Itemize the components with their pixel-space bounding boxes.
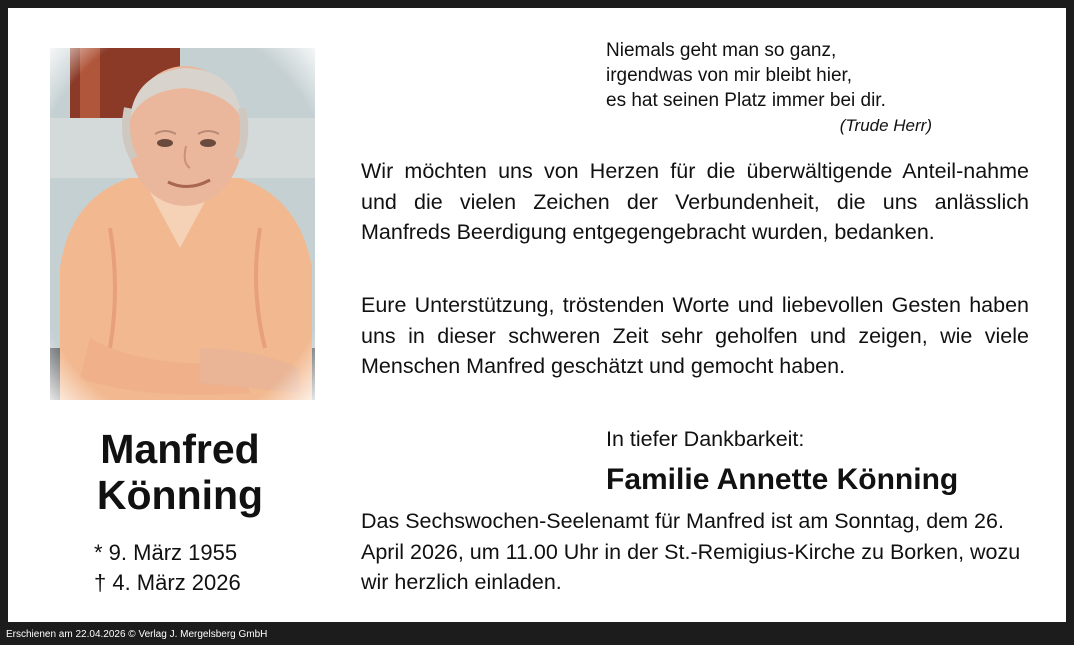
publication-footer: Erschienen am 22.04.2026 © Verlag J. Mergelsberg GmbH <box>6 629 268 640</box>
service-announcement: Das Sechswochen-Seelenamt für Manfred ist am Sonntag, dem 26. April 2026, um 11.00 Uhr in der St.-Remigius-Kirche zu Borken, wozu wir herzlich einladen. <box>361 509 1021 594</box>
life-dates <box>94 538 241 598</box>
poem-line-3: es hat seinen Platz immer bei dir. <box>606 90 886 111</box>
poem-line-1: Niemals geht man so ganz, <box>606 40 837 61</box>
family-signature: Familie Annette Könning <box>606 463 959 496</box>
first-name: Manfred <box>100 426 260 472</box>
last-name: Könning <box>96 472 264 518</box>
poem-line-2: irgendwas von mir bleibt hier, <box>606 65 853 86</box>
obituary-card <box>8 8 1066 622</box>
deceased-name <box>50 426 310 518</box>
poem <box>606 38 932 137</box>
support-paragraph: Eure Unterstützung, tröstenden Worte und liebevollen Gesten haben uns in dieser schweren Zeit sehr geholfen und zeigen, wie viele Menschen Manfred geschätzt und gemocht haben. <box>361 293 1029 378</box>
closing-line: In tiefer Dankbarkeit: <box>606 427 805 451</box>
birth-date: * 9. März 1955 <box>94 540 238 565</box>
poem-author: (Trude Herr) <box>839 116 932 135</box>
portrait-illustration <box>50 48 315 400</box>
death-date: † 4. März 2026 <box>94 570 241 595</box>
thanks-paragraph: Wir möchten uns von Herzen für die überwältigende Anteil-nahme und die vielen Zeichen der Verbundenheit, die uns anlässlich Manfreds Beerdigung entgegengebracht wurden, bedanken. <box>361 159 1029 244</box>
portrait-photo <box>50 48 315 400</box>
